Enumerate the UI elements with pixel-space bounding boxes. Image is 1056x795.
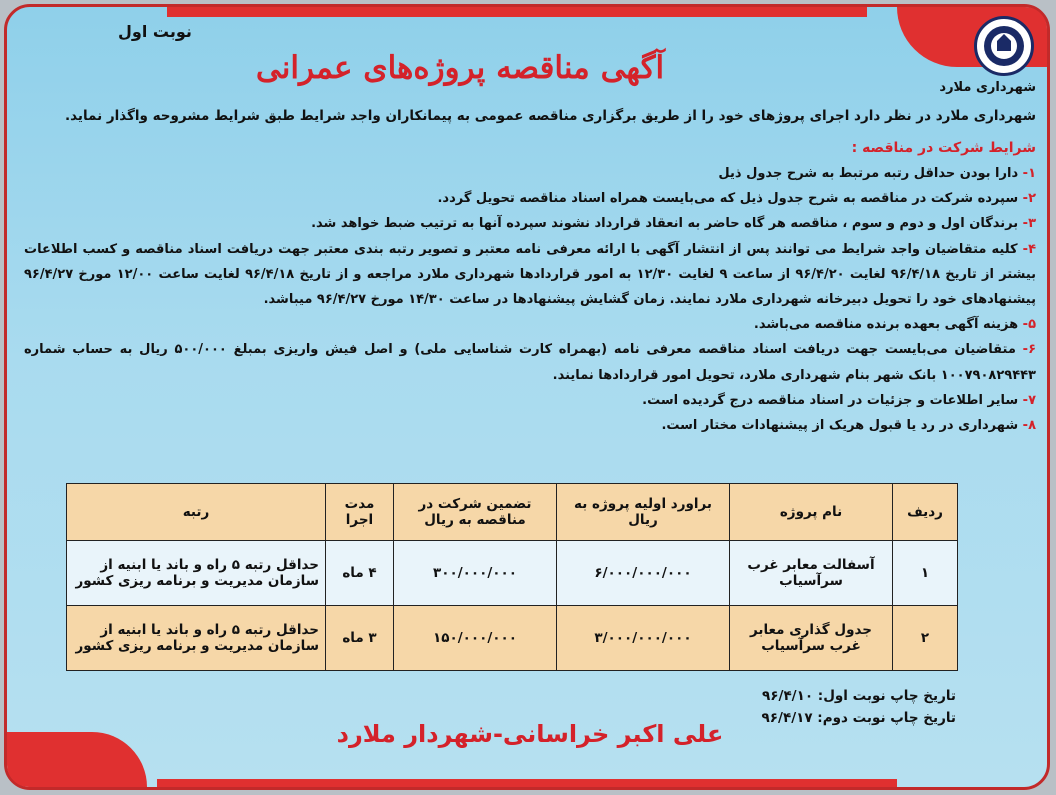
page-title: آگهی مناقصه پروژه‌های عمرانی	[255, 50, 665, 86]
conditions-heading: شرایط شرکت در مناقصه :	[851, 140, 1036, 156]
cell-row-number: ۱	[893, 541, 958, 606]
first-print-date: تاریخ چاپ نوبت اول: ۹۶/۴/۱۰	[762, 688, 956, 704]
condition-item: ۶- متقاضیان می‌بایست جهت دریافت اسناد مناقصه معرفی نامه (بهمراه کارت شناسایی ملی) و اصل فیش واریزی بمبلغ ۵۰۰/۰۰۰ ریال به حساب شماره ۱۰۰۷۹۰۸۲۹۴۴۳ بانک شهر بنام شهرداری ملارد، تحویل امور قراردادها نمایند.	[24, 342, 1036, 383]
organization-name: شهرداری ملارد	[939, 80, 1036, 95]
conditions-list	[24, 161, 1036, 438]
table-row	[67, 541, 958, 606]
table-row	[67, 606, 958, 671]
col-header-estimate: براورد اولیه پروژه به ریال	[557, 484, 730, 541]
condition-item: ۳- برندگان اول و دوم و سوم ، مناقصه هر گاه حاضر به انعقاد قرارداد نشوند سپرده آنها به ترتیب ضبط خواهد شد.	[311, 216, 1036, 232]
condition-item: ۵- هزینه آگهی بعهده برنده مناقصه می‌باشد.	[753, 317, 1036, 333]
cell-rank: حداقل رتبه ۵ راه و باند یا ابنیه از سازمان مدیریت و برنامه ریزی کشور	[67, 541, 326, 606]
col-header-duration: مدت اجرا	[326, 484, 394, 541]
cell-estimate: ۳/۰۰۰/۰۰۰/۰۰۰	[557, 606, 730, 671]
cell-project-name: جدول گذاری معابر غرب سرآسیاب	[730, 606, 893, 671]
cell-estimate: ۶/۰۰۰/۰۰۰/۰۰۰	[557, 541, 730, 606]
cell-duration: ۳ ماه	[326, 606, 394, 671]
decor-bar-bottom	[157, 779, 897, 787]
decor-corner-bottom-left	[7, 732, 147, 787]
cell-duration: ۴ ماه	[326, 541, 394, 606]
cell-rank: حداقل رتبه ۵ راه و باند یا ابنیه از سازمان مدیریت و برنامه ریزی کشور	[67, 606, 326, 671]
condition-item: ۴- کلیه متقاضیان واجد شرایط می توانند پس از انتشار آگهی با ارائه معرفی نامه معتبر و تصویر رتبه بندی معتبر جهت دریافت اسناد مناقصه و کسب اطلاعات بیشتر از تاریخ ۹۶/۴/۱۸ لغایت ۹۶/۴/۲۰ از ساعت ۹ لغایت ۱۲/۳۰ به امور قراردادها شهرداری ملارد مراجعه و از تاریخ ۹۶/۴/۱۸ لغایت ساعت ۱۲/۰۰ مورخ ۹۶/۴/۲۷ پیشنهادهای خود را تحویل دبیرخانه شهرداری ملارد نمایند. زمان گشایش پیشنهادها در ساعت ۱۴/۳۰ مورخ ۹۶/۴/۲۷ میباشد.	[24, 241, 1037, 308]
print-dates	[762, 685, 956, 729]
condition-item: ۸- شهرداری در رد یا قبول هریک از پیشنهادات مختار است.	[661, 418, 1036, 434]
intro-paragraph: شهرداری ملارد در نظر دارد اجرای پروژهای خود را از طریق برگزاری مناقصه عمومی به پیمانکاران واجد شرایط طبق شرایط مشروحه واگذار نماید.	[64, 108, 1036, 124]
decor-bar-top	[167, 7, 867, 17]
second-print-date: تاریخ چاپ نوبت دوم: ۹۶/۴/۱۷	[761, 710, 956, 726]
municipality-logo-icon	[974, 16, 1034, 76]
cell-project-name: آسفالت معابر غرب سرآسیاب	[730, 541, 893, 606]
col-header-project-name: نام پروژه	[730, 484, 893, 541]
cell-guarantee: ۳۰۰/۰۰۰/۰۰۰	[394, 541, 557, 606]
round-label: نوبت اول	[118, 22, 192, 41]
projects-table	[66, 483, 958, 671]
condition-item: ۷- سایر اطلاعات و جزئیات در اسناد مناقصه درج گردیده است.	[642, 392, 1036, 408]
signature: علی اکبر خراسانی-شهردار ملارد	[336, 720, 724, 748]
cell-guarantee: ۱۵۰/۰۰۰/۰۰۰	[394, 606, 557, 671]
condition-item: ۱- دارا بودن حداقل رتبه مرتبط به شرح جدول ذیل	[718, 166, 1036, 181]
col-header-row-number: ردیف	[893, 484, 958, 541]
col-header-rank: رتبه	[67, 484, 326, 541]
condition-item: ۲- سپرده شرکت در مناقصه به شرح جدول ذیل که می‌بایست همراه اسناد مناقصه تحویل گردد.	[437, 191, 1036, 207]
table-header-row	[67, 484, 958, 541]
cell-row-number: ۲	[893, 606, 958, 671]
col-header-guarantee: تضمین شرکت در مناقصه به ریال	[394, 484, 557, 541]
